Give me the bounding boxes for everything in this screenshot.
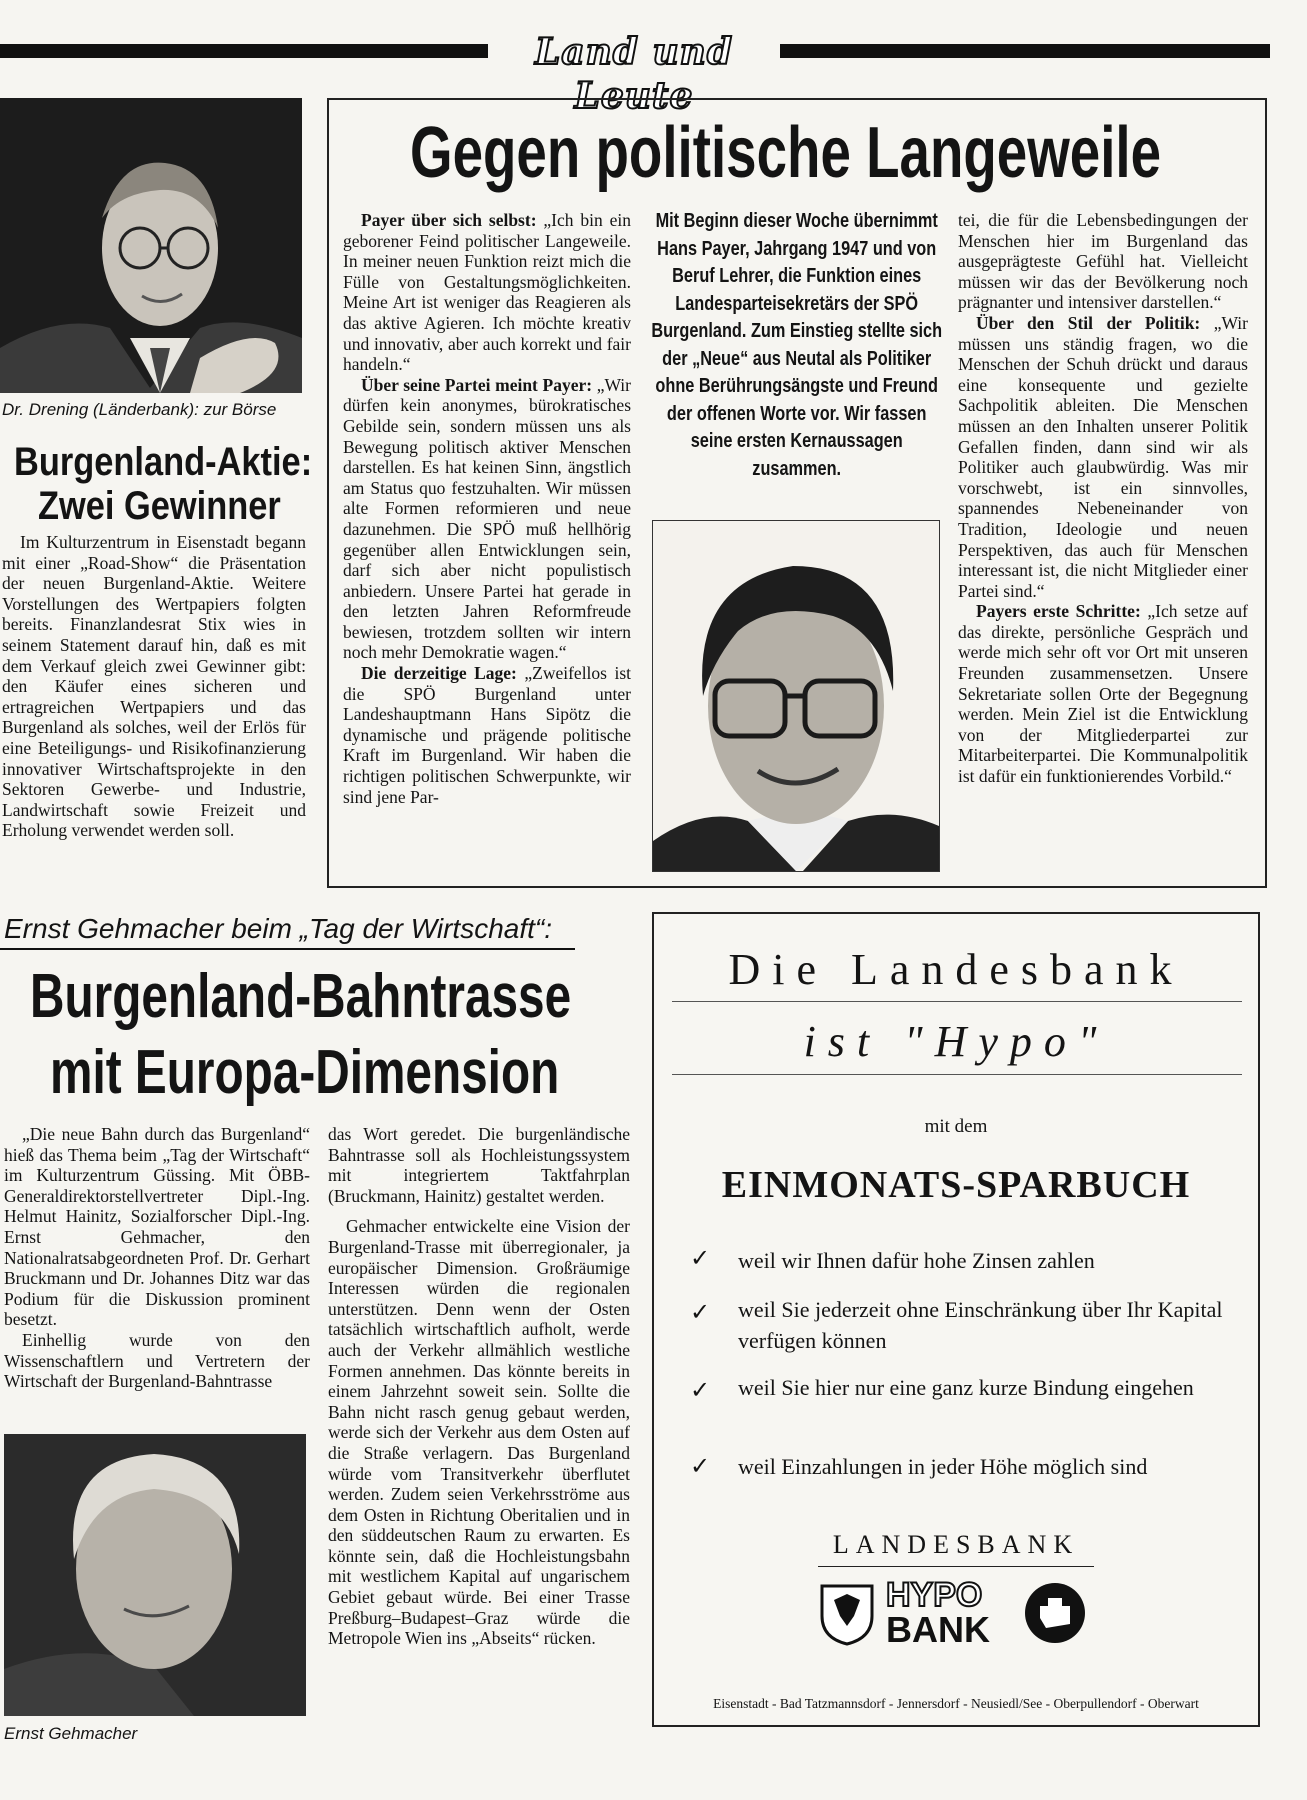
payer-para: tei, die für die Lebensbedingungen der Menschen hier im Burgenland das ausgeprägteste Gefühl hat. Vielleicht müssen wir das der Bevölkerung noch prägnanter und intensiver darstellen.“ <box>958 210 1248 313</box>
check-icon: ✓ <box>690 1376 711 1404</box>
hypo-logo-line1: HYPO <box>886 1576 983 1614</box>
ad-bullet-2: weil Sie jederzeit ohne Einschränkung über Ihr Kapital verfügen können <box>738 1297 1223 1353</box>
ad-line1: Die Landesbank <box>728 945 1184 994</box>
gehmacher-headline-2: mit Europa-Dimension <box>50 1038 560 1107</box>
drening-body <box>2 532 306 841</box>
ad-mit-dem: mit dem <box>924 1116 988 1137</box>
ad-bullet-3: weil Sie hier nur eine ganz kurze Bindung eingehen <box>738 1375 1194 1400</box>
payer-col3 <box>958 210 1248 787</box>
header-rule-right <box>780 44 1270 58</box>
portrait-drening <box>0 98 302 393</box>
payer-lead: Mit Beginn dieser Woche übernimmt Hans Payer, Jahrgang 1947 und von Beruf Lehrer, die Funktion eines Landesparteisekretärs der SPÖ Burgenland. Zum Einstieg stellte sich der „Neue“ aus Neutal als Politiker ohne Berührungsängste und Freund der offenen Worte vor. Wir fassen seine ersten Kernaussagen zusammen. <box>651 210 943 480</box>
ad-divider-1 <box>672 1001 1242 1002</box>
ad-bullet-4: weil Einzahlungen in jeder Höhe möglich sind <box>738 1454 1148 1479</box>
header-rule-left <box>0 44 488 58</box>
kicker-underline <box>0 948 575 950</box>
drening-headline-1: Burgenland-Aktie: <box>14 440 313 484</box>
gehmacher-headline-1: Burgenland-Bahntrasse <box>30 962 572 1031</box>
drening-photo <box>0 98 302 393</box>
portrait-payer <box>653 521 939 871</box>
gehmacher-col1 <box>4 1124 310 1392</box>
payer-col1 <box>343 210 631 807</box>
section-title: Land und Leute <box>534 31 734 117</box>
check-icon: ✓ <box>690 1298 711 1326</box>
check-icon: ✓ <box>690 1244 711 1272</box>
gehmacher-para: „Die neue Bahn durch das Burgenland“ hieß das Thema beim „Tag der Wirtschaft“ im Kulturzentrum Güssing. Mit ÖBB-Generaldirektorstellvertreter Dipl.-Ing. Helmut Hainitz, Sozialforscher Dipl.-Ing. Ernst Gehmacher, den Nationalratsabgeordneten Prof. Dr. Gerhart Bruckmann und Dr. Johannes Ditz war das Podium für die Diskussion prominent besetzt. <box>4 1124 310 1330</box>
payer-para: Die derzeitige Lage: „Zweifellos ist die SPÖ Burgenland unter Landeshauptmann Hans Sipötz die dynamische und prägende politische Kraft im Burgenland. Wir haben die richtigen politischen Schwerpunkte, wir sind jene Par- <box>343 663 632 807</box>
ad-bullet-1: weil wir Ihnen dafür hohe Zinsen zahlen <box>738 1248 1095 1273</box>
hypo-logo-line2: BANK <box>886 1609 990 1650</box>
gehmacher-photo <box>4 1434 306 1716</box>
ad-bank-label: LANDESBANK <box>832 1530 1080 1559</box>
ad-product: EINMONATS-SPARBUCH <box>721 1164 1191 1206</box>
payer-para: Payers erste Schritte: „Ich setze auf das direkte, persönliche Gespräch und werde mich sehr oft vor Ort mit unseren Freunden zusammensetzen. Unsere Sekretariate sollen Orte der Begegnung werden. Mein Ziel ist die Entwicklung von der Mitgliederpartei zur Mitarbeiterpartei. Die Kommunalpolitik ist dafür ein funktionierendes Vorbild.“ <box>958 601 1248 787</box>
payer-headline: Gegen politische Langeweile <box>410 113 1162 193</box>
gehmacher-para: das Wort geredet. Die burgenländische Bahntrasse soll als Hochleistungssystem mit integriertem Taktfahrplan (Bruckmann, Hainitz) gestaltet werden. <box>328 1124 630 1206</box>
ad-line2: ist "Hypo" <box>803 1017 1109 1066</box>
drening-caption: Dr. Drening (Länderbank): zur Börse <box>2 400 277 419</box>
ad-locations: Eisenstadt - Bad Tatzmannsdorf - Jennersdorf - Neusiedl/See - Oberpullendorf - Oberwart <box>713 1696 1199 1711</box>
ad-divider-2 <box>672 1074 1242 1075</box>
drening-paragraph: Im Kulturzentrum in Eisenstadt begann mit einer „Road-Show“ die Präsentation der neuen Burgenland-Aktie. Weitere Vorstellungen des Wertpapiers folgten bereits. Finanzlandesrat Stix wies in seinem Statement darauf hin, daß es mit dem Verkauf gleich zwei Gewinner gibt: den Käufer eines sicheren und ertragreichen Wertpapiers und das Burgenland als solches, weil der Erlös für eine Beteiligungs- und Risikofinanzierung innovativer Wirtschaftsprojekte in den Sektoren Gewerbe- und Industrie, Landwirtschaft sowie Freizeit und Erholung verwendet werden soll. <box>2 532 306 841</box>
payer-para: Über den Stil der Politik: „Wir müssen uns ständig fragen, wo die Menschen der Schuh drückt und daraus eine konsequente und gezielte Sachpolitik ableiten. Die Menschen müssen an den Inhalten unserer Politik Gefallen finden, dann sind wir als Politiker auch glaubwürdig. Was mir vorschwebt, ist ein sinnvolles, spannendes Nebeneinander von Tradition, Ideologie und neuen Perspektiven, das auch für Menschen interessant ist, die nicht Mitglieder einer Partei sind.“ <box>958 312 1248 601</box>
payer-para: Payer über sich selbst: „Ich bin ein geborener Feind politischer Langeweile. In meiner neuen Funktion reizt mich die Fülle von Gestaltungsmöglichkeiten. Meine Art ist weniger das Reagieren als das aktive Agieren. Ich möchte kreativ und innovativ, aber auch korrekt und fair handeln.“ <box>343 210 632 375</box>
coat-of-arms-icon <box>818 1580 876 1646</box>
hypo-logo <box>886 1578 1016 1648</box>
payer-photo <box>652 520 940 872</box>
gehmacher-para: Gehmacher entwickelte eine Vision der Burgenland-Trasse mit überregionaler, ja europäischer Dimension. Großräumige Interessen würden die regionalen unterstützen. Denn wenn der Osten tatsächlich wirtschaftlich aufholt, werde auch der Verkehr allmählich westliche Formen annehmen. Das könnte bereits in einem Jahrzehnt soweit sein. Sollte die Bahn nicht rasch genug gebaut werden, werde sich der Verkehr aus dem Osten auf die Straße verlagern. Das Burgenland würde vom Transitverkehr überflutet werden. Zudem seien Verkehrsströme aus dem Osten in Richtung Oberitalien und in den süddeutschen Raum zu erwarten. Es könnte sein, daß die Hochleistungsbahn mit westlichem Kapital auf ungarischem Gebiet gebaut würde. Bei einer Trasse Preßburg–Budapest–Graz würde die Metropole Wien ins „Abseits“ rücken. <box>328 1216 630 1649</box>
check-icon: ✓ <box>690 1452 711 1480</box>
gehmacher-para: Einhellig wurde von den Wissenschaftlern und Vertretern der Wirtschaft der Burgenland-Bahntrasse <box>4 1329 310 1392</box>
drening-headline-2: Zwei Gewinner <box>38 484 281 528</box>
hand-logo-icon <box>1022 1580 1088 1646</box>
gehmacher-caption: Ernst Gehmacher <box>4 1724 138 1743</box>
ad-divider-3 <box>818 1566 1094 1567</box>
gehmacher-kicker: Ernst Gehmacher beim „Tag der Wirtschaft“: <box>4 913 553 944</box>
gehmacher-col2 <box>328 1124 630 1649</box>
portrait-gehmacher <box>4 1434 306 1716</box>
payer-para: Über seine Partei meint Payer: „Wir dürfen kein anonymes, bürokratisches Gebilde sein, sondern müssen uns als Bewegung politisch aktiver Menschen darstellen. Es hat keinen Sinn, ängstlich am Status quo festzuhalten. Wir müssen alte Formen reformieren und neue dazunehmen. Die SPÖ muß hellhörig gegenüber allen Entwicklungen sein, darf sich aber nicht populistisch anbiedern. Unsere Partei hat gerade in den letzten Jahren Reformfreude bewiesen, trotzdem sollten wir intern noch mehr Demokratie wagen.“ <box>343 374 631 663</box>
